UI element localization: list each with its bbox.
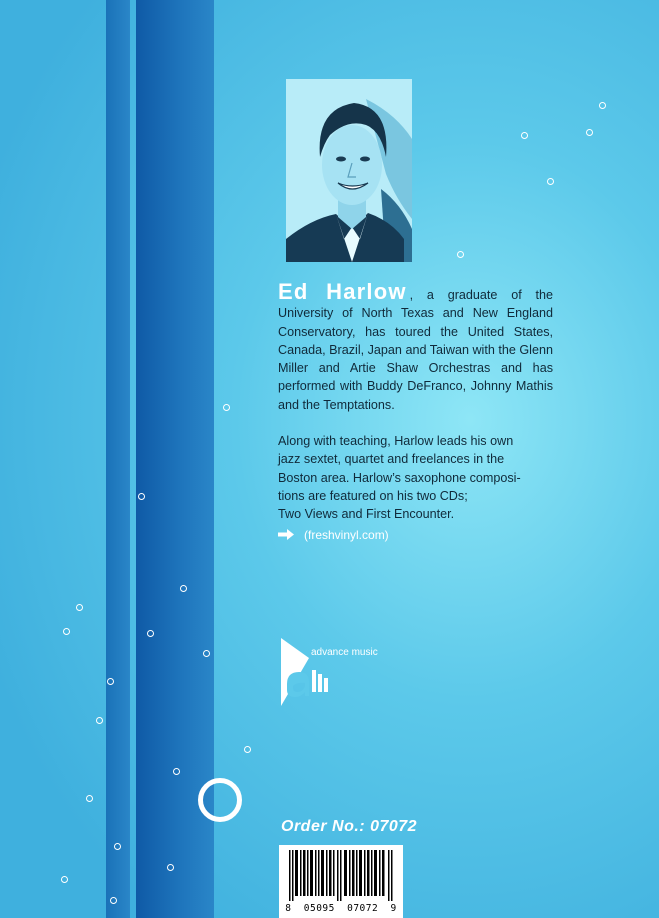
bubble-dot [86,795,93,802]
website-line[interactable] [278,526,553,544]
bubble-dot [61,876,68,883]
bubble-dot [599,102,606,109]
bubble-dot [147,630,154,637]
bubble-dot [63,628,70,635]
bio-line: Two Views and First Encounter. [278,507,455,522]
bubble-dot [223,404,230,411]
left-stripe [106,0,130,918]
bubble-dot [96,717,103,724]
barcode-digit-group: 07072 [347,903,379,914]
bubble-dot [138,493,145,500]
bubble-dot [547,178,554,185]
bubble-dot [167,864,174,871]
bubble-dot [110,897,117,904]
bubble-dot [114,843,121,850]
bubble-dot [457,251,464,258]
bubble-dot [76,604,83,611]
portrait-illustration [286,79,412,262]
large-ring [198,778,242,822]
barcode-bars [289,850,393,901]
bubble-dot [180,585,187,592]
author-photo [286,79,412,262]
bio-paragraph-2 [278,432,553,523]
bubble-dot [244,746,251,753]
publisher-name: advance music [311,647,378,658]
author-bio [278,279,553,544]
bubble-dot [203,650,210,657]
bubble-dot [586,129,593,136]
bubble-dot [107,678,114,685]
bio-line: Along with teaching, Harlow leads his own [278,434,514,449]
bio-line: Boston area. Harlow’s saxophone composi- [278,470,521,485]
bio-paragraph [278,279,553,414]
right-stripe [136,0,214,918]
bubble-dot [521,132,528,139]
arrow-right-icon [278,529,294,540]
bio-text: , a graduate of the University of North Texas and New England Conservatory, has toured the United States, Canada, Brazil, Japan and Taiwan with the Glenn Miller and Artie Shaw Orchestras and has performed with Buddy DeFranco, Johnny Mathis and the Temptations. [278,288,553,412]
author-name: Ed Harlow [278,279,407,304]
bio-line: tions are featured on his two CDs; [278,488,468,503]
bubble-dot [173,768,180,775]
barcode-digit-group: 05095 [303,903,335,914]
bio-line: jazz sextet, quartet and freelances in the [278,452,505,467]
order-number: Order No.: 07072 [281,818,418,835]
barcode-number [279,903,403,914]
barcode [279,845,403,918]
barcode-digit-group: 8 [285,903,292,914]
website-link[interactable]: (freshvinyl.com) [304,527,389,542]
barcode-digit-group: 9 [390,903,397,914]
